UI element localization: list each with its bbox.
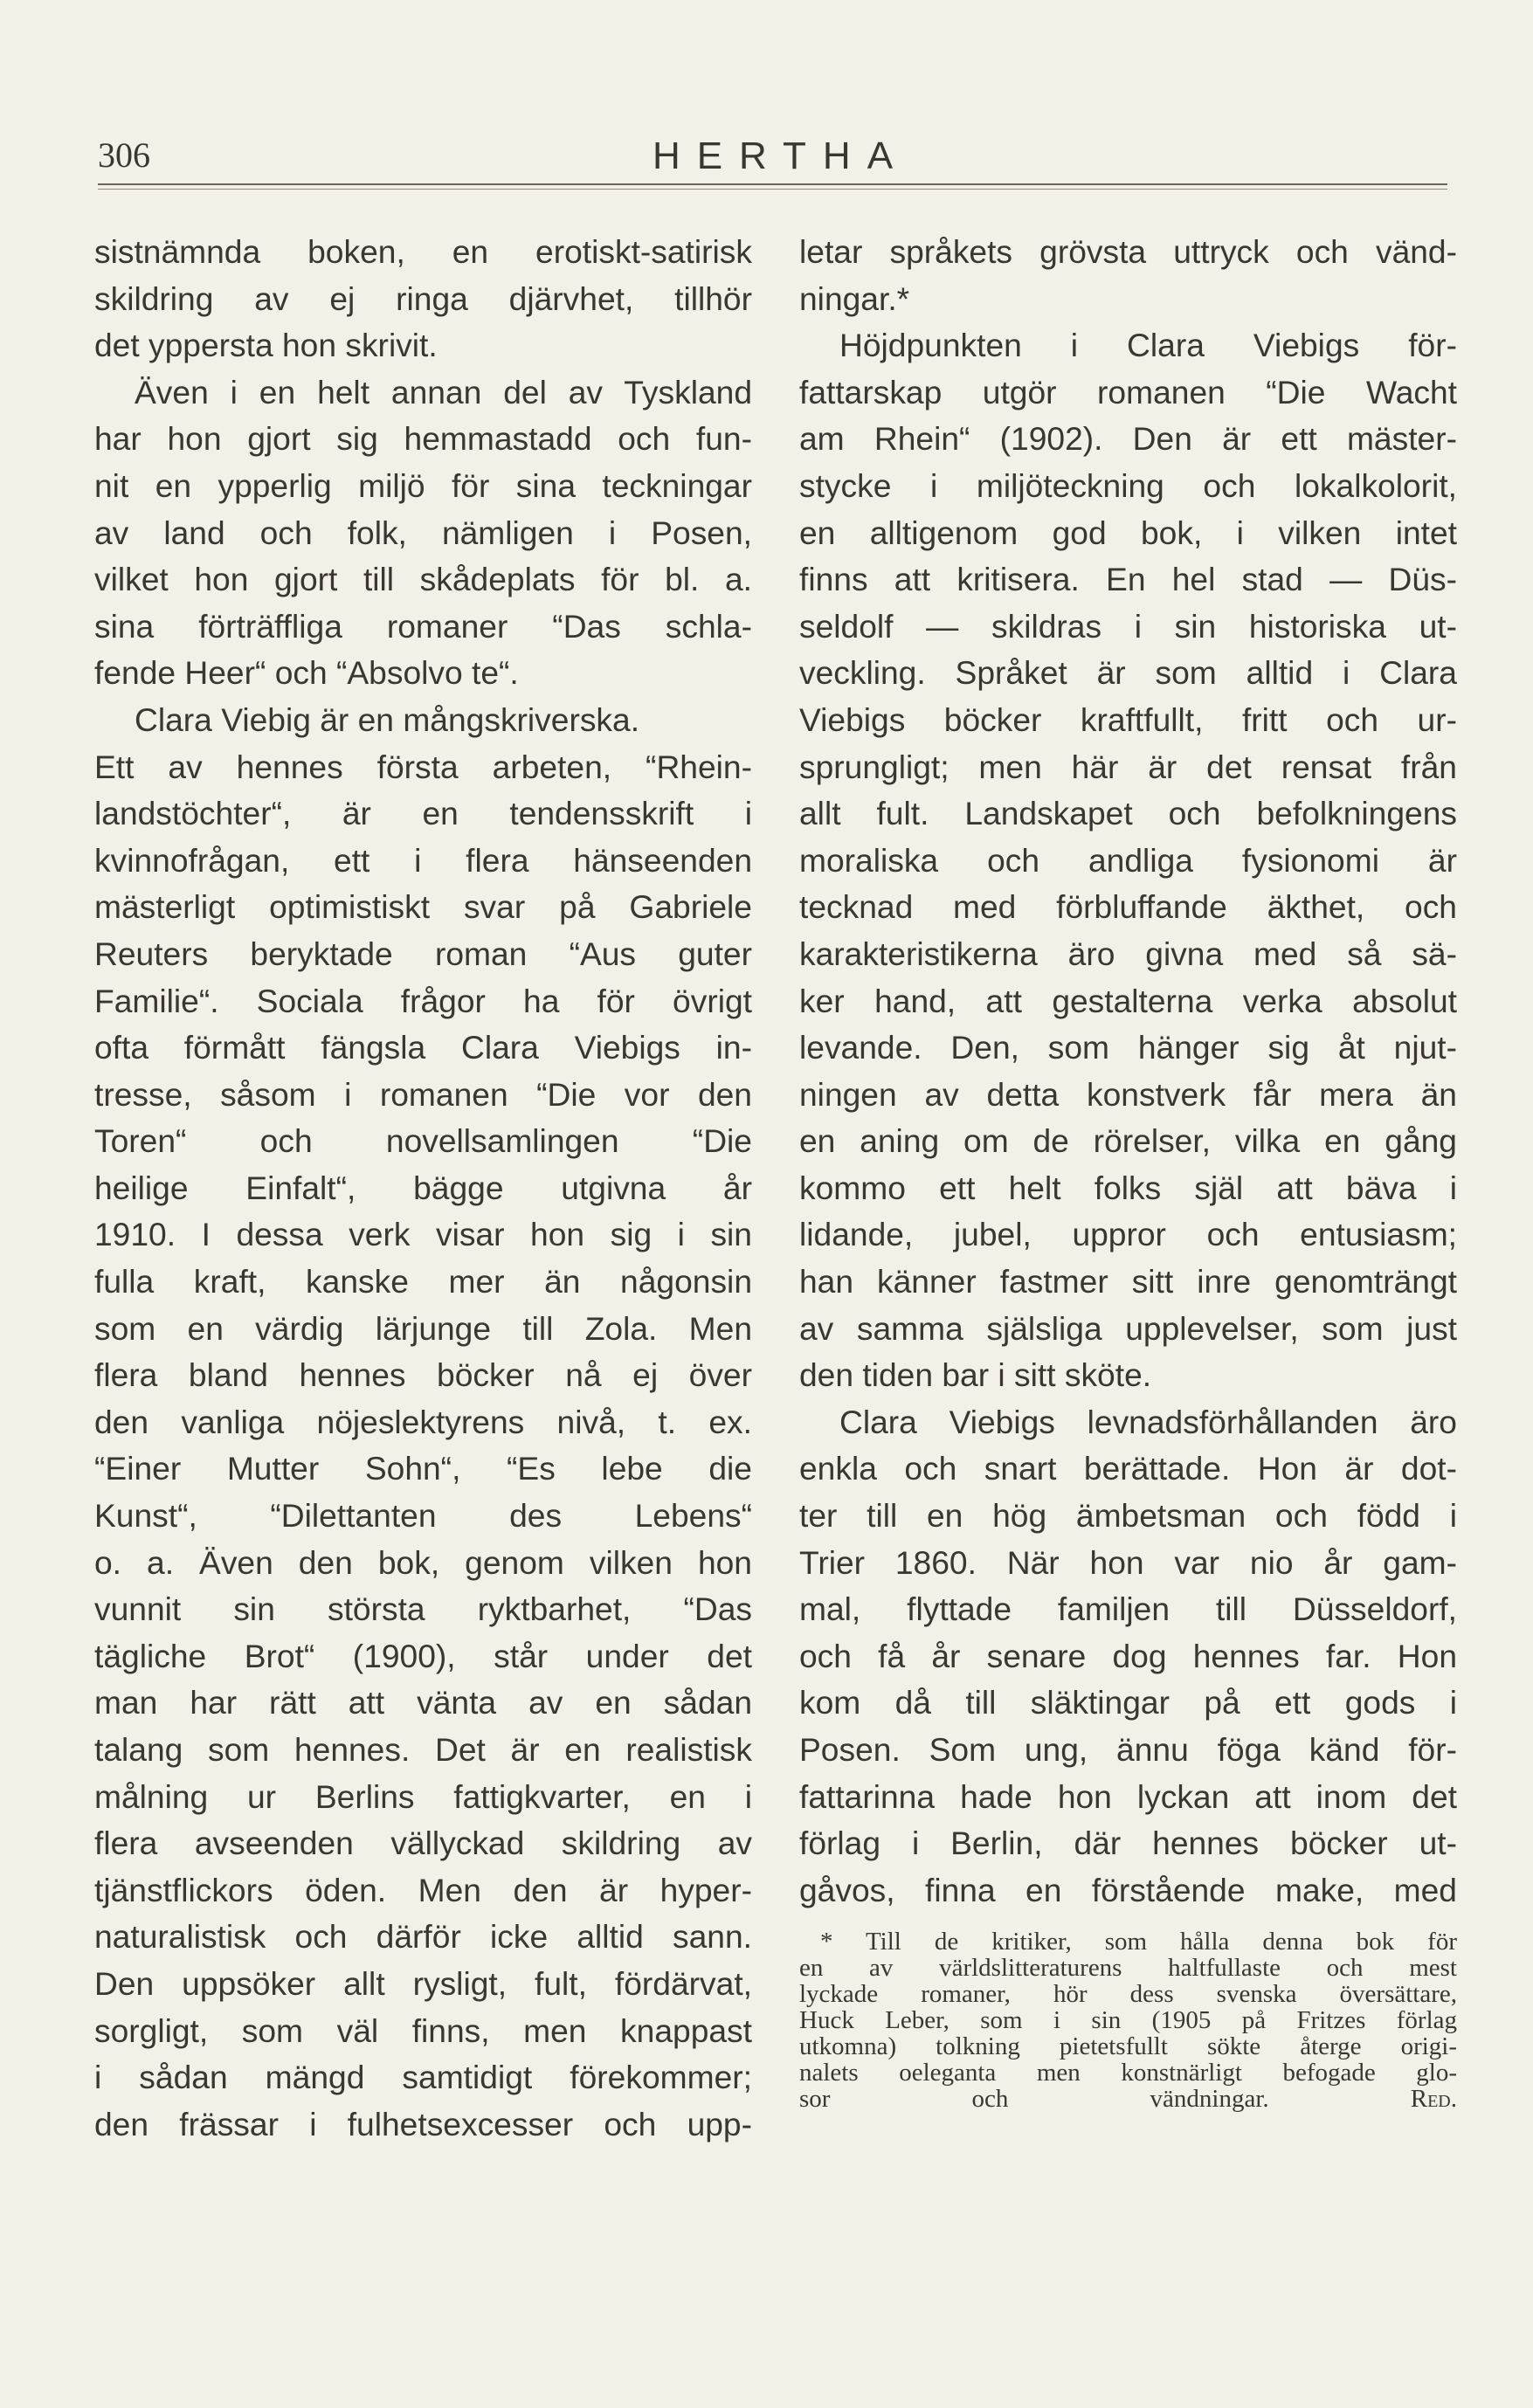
footnote bbox=[799, 1928, 1457, 2112]
text-line: Höjdpunkten i Clara Viebigs för- bbox=[839, 327, 1457, 364]
text-line: har hon gjort sig hemmastadd och fun- bbox=[94, 420, 752, 458]
text-line: tresse, såsom i romanen “Die vor den bbox=[94, 1075, 752, 1113]
header-rule bbox=[98, 183, 1447, 185]
text-line: Trier 1860. När hon var nio år gam- bbox=[799, 1543, 1457, 1581]
text-line: den frässar i fulhetsexcesser och upp- bbox=[94, 2105, 752, 2142]
text-line: förlag i Berlin, där hennes böcker ut- bbox=[799, 1825, 1457, 1862]
page-number: 306 bbox=[98, 135, 150, 175]
text-line: mal, flyttade familjen till Düsseldorf, bbox=[799, 1590, 1457, 1628]
text-line: finns att kritisera. En hel stad — Düs- bbox=[799, 561, 1457, 598]
text-line: enkla och snart berättade. Hon är dot- bbox=[799, 1450, 1457, 1487]
text-line: allt fult. Landskapet och befolkningens bbox=[799, 795, 1457, 832]
footnote-line: Huck Leber, som i sin (1905 på Fritzes förlag bbox=[799, 2006, 1457, 2034]
footnote-line: nalets oeleganta men konstnärligt befogade glo- bbox=[799, 2059, 1457, 2087]
text-line: letar språkets grövsta uttryck och vänd- bbox=[799, 233, 1457, 270]
text-line: Clara Viebigs levnadsförhållanden äro bbox=[839, 1403, 1457, 1440]
text-line: nit en ypperlig miljö för sina teckningar bbox=[94, 466, 752, 504]
footnote-line: lyckade romaner, hör dess svenska översättare, bbox=[799, 1980, 1457, 2008]
text-line: sistnämnda boken, en erotiskt-satirisk bbox=[94, 233, 752, 270]
text-line: tägliche Brot“ (1900), står under det bbox=[94, 1637, 752, 1674]
text-line: veckling. Språket är som alltid i Clara bbox=[799, 654, 1457, 692]
text-line: fulla kraft, kanske mer än någonsin bbox=[94, 1263, 752, 1301]
text-line: Toren“ och novellsamlingen “Die bbox=[94, 1122, 752, 1160]
footnote-line: utkomna) tolkning pietetsfullt sökte återge origi- bbox=[799, 2032, 1457, 2060]
text-line: skildring av ej ringa djärvhet, tillhör bbox=[94, 279, 752, 317]
text-line: målning ur Berlins fattigkvarter, en i bbox=[94, 1777, 752, 1815]
text-line: och få år senare dog hennes far. Hon bbox=[799, 1637, 1457, 1674]
text-line: landstöchter“, är en tendensskrift i bbox=[94, 795, 752, 832]
right-column bbox=[799, 229, 1457, 1914]
left-column bbox=[94, 229, 752, 2148]
text-line: flera avseenden vällyckad skildring av bbox=[94, 1825, 752, 1862]
text-line: Viebigs böcker kraftfullt, fritt och ur- bbox=[799, 700, 1457, 738]
text-line: kvinnofrågan, ett i flera hänseenden bbox=[94, 841, 752, 879]
footnote-line: en av världslitteraturens haltfullaste och mest bbox=[799, 1954, 1457, 1982]
text-line: det yppersta hon skrivit. bbox=[94, 327, 438, 364]
text-line: sprungligt; men här är det rensat från bbox=[799, 748, 1457, 785]
text-line: levande. Den, som hänger sig åt njut- bbox=[799, 1029, 1457, 1066]
text-line: kom då till släktingar på ett gods i bbox=[799, 1684, 1457, 1721]
footnote-signature: Red. bbox=[1410, 2085, 1458, 2113]
text-line: Kunst“, “Dilettanten des Lebens“ bbox=[94, 1497, 752, 1535]
footnote-line: sor och vändningar. bbox=[799, 2085, 1269, 2113]
text-line: ningar.* bbox=[799, 279, 910, 317]
text-line: i sådan mängd samtidigt förekommer; bbox=[94, 2059, 752, 2096]
text-line: fattarinna hade hon lyckan att inom det bbox=[799, 1777, 1457, 1815]
text-line: Även i en helt annan del av Tyskland bbox=[135, 373, 752, 411]
text-line: stycke i miljöteckning och lokalkolorit, bbox=[799, 466, 1457, 504]
text-line: moraliska och andliga fysionomi är bbox=[799, 841, 1457, 879]
text-line: vilket hon gjort till skådeplats för bl. a. bbox=[94, 561, 752, 598]
text-line: en alltigenom god bok, i vilken intet bbox=[799, 514, 1457, 551]
text-line: tjänstflickors öden. Men den är hyper- bbox=[94, 1871, 752, 1908]
text-line: Ett av hennes första arbeten, “Rhein- bbox=[94, 748, 752, 785]
text-line: sorgligt, som väl finns, men knappast bbox=[94, 2011, 752, 2049]
text-line: heilige Einfalt“, bägge utgivna år bbox=[94, 1169, 752, 1206]
text-line: 1910. I dessa verk visar hon sig i sin bbox=[94, 1216, 752, 1253]
text-line: am Rhein“ (1902). Den är ett mäster- bbox=[799, 420, 1457, 458]
text-line: av samma själsliga upplevelser, som just bbox=[799, 1309, 1457, 1347]
text-line: naturalistisk och därför icke alltid sann. bbox=[94, 1918, 752, 1956]
text-line: den vanliga nöjeslektyrens nivå, t. ex. bbox=[94, 1403, 752, 1440]
text-line: Den uppsöker allt rysligt, fult, fördärvat, bbox=[94, 1964, 752, 2002]
text-line: seldolf — skildras i sin historiska ut- bbox=[799, 607, 1457, 645]
text-line: mästerligt optimistiskt svar på Gabriele bbox=[94, 888, 752, 926]
text-line: man har rätt att vänta av en sådan bbox=[94, 1684, 752, 1721]
text-line: tecknad med förbluffande äkthet, och bbox=[799, 888, 1457, 926]
text-line: Reuters beryktade roman “Aus guter bbox=[94, 935, 752, 972]
text-line: ofta förmått fängsla Clara Viebigs in- bbox=[94, 1029, 752, 1066]
text-line: Clara Viebig är en mångskriverska. bbox=[135, 700, 640, 738]
text-line: Posen. Som ung, ännu föga känd för- bbox=[799, 1731, 1457, 1768]
text-line: ningen av detta konstverk får mera än bbox=[799, 1075, 1457, 1113]
header-rule-thin bbox=[98, 189, 1447, 190]
text-line: en aning om de rörelser, vilka en gång bbox=[799, 1122, 1457, 1160]
text-line: fende Heer“ och “Absolvo te“. bbox=[94, 654, 519, 692]
text-line: ter till en hög ämbetsman och född i bbox=[799, 1497, 1457, 1535]
text-line: flera bland hennes böcker nå ej över bbox=[94, 1356, 752, 1394]
text-line: av land och folk, nämligen i Posen, bbox=[94, 514, 752, 551]
text-line: han känner fastmer sitt inre genomträngt bbox=[799, 1263, 1457, 1301]
text-line: lidande, jubel, uppror och entusiasm; bbox=[799, 1216, 1457, 1253]
text-line: ker hand, att gestalterna verka absolut bbox=[799, 982, 1457, 1019]
text-line: fattarskap utgör romanen “Die Wacht bbox=[799, 373, 1457, 411]
text-line: o. a. Även den bok, genom vilken hon bbox=[94, 1543, 752, 1581]
text-line: vunnit sin största ryktbarhet, “Das bbox=[94, 1590, 752, 1628]
text-line: som en värdig lärjunge till Zola. Men bbox=[94, 1309, 752, 1347]
page-header bbox=[98, 131, 1447, 185]
text-line: den tiden bar i sitt sköte. bbox=[799, 1356, 1152, 1394]
text-line: “Einer Mutter Sohn“, “Es lebe die bbox=[94, 1450, 752, 1487]
text-line: talang som hennes. Det är en realistisk bbox=[94, 1731, 752, 1768]
footnote-line: * Till de kritiker, som hålla denna bok för bbox=[820, 1928, 1457, 1956]
text-line: kommo ett helt folks själ att bäva i bbox=[799, 1169, 1457, 1206]
text-line: karakteristikerna äro givna med så sä- bbox=[799, 935, 1457, 972]
text-line: Familie“. Sociala frågor ha för övrigt bbox=[94, 982, 752, 1019]
text-line: gåvos, finna en förstående make, med bbox=[799, 1871, 1457, 1908]
footnote-last-line bbox=[799, 2086, 1457, 2112]
text-line: sina förträffliga romaner “Das schla- bbox=[94, 607, 752, 645]
journal-title: HERTHA bbox=[652, 135, 910, 177]
